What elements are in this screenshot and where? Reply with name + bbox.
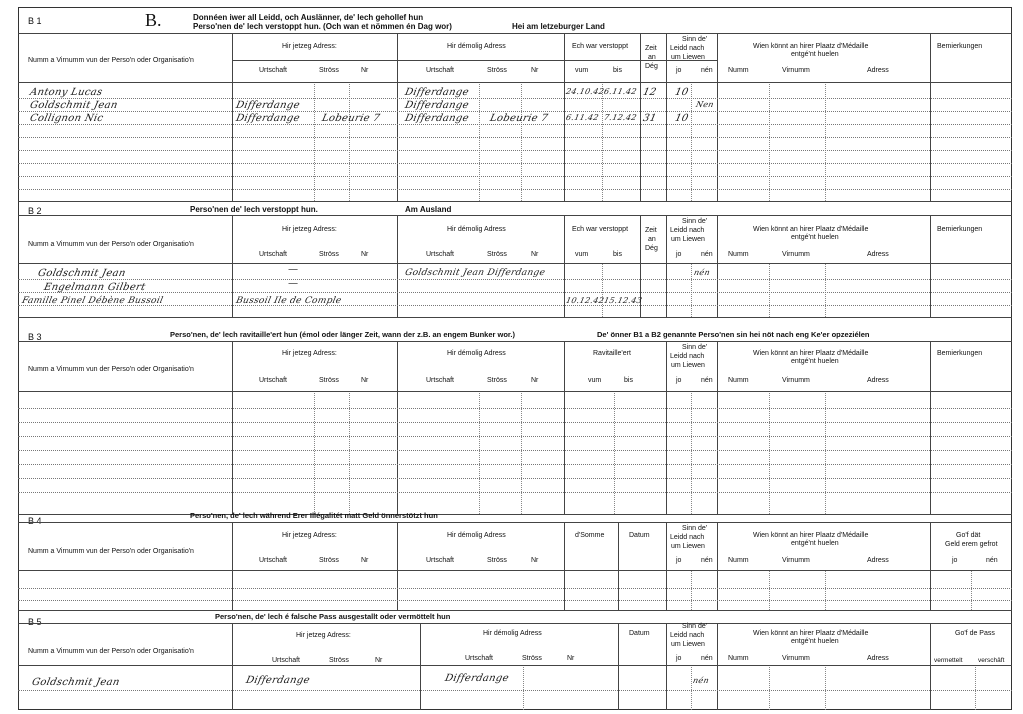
b2-title: Perso'nen de' lech verstoppt hun. <box>190 205 318 214</box>
b5-row-ort1: Differdange <box>244 675 311 686</box>
b5-col-sinn2: Leidd nach <box>670 632 705 639</box>
b2-col-verstoppt: Ech war verstoppt <box>572 226 629 233</box>
b1-row1-name: Antony Lucas <box>28 87 104 98</box>
b2-col-addr-now: Hir jetzeg Adress: <box>282 226 337 233</box>
b3-col-virnumm: Virnumm <box>782 377 810 384</box>
b3-col-nr: Nr <box>361 377 369 384</box>
b4-col-ort: Urtschaft <box>259 557 288 564</box>
b2-col-stross2: Ströss <box>487 251 507 258</box>
section-label-b3: B 3 <box>28 332 42 342</box>
form-title-line2: Perso'nen de' lech verstoppt hun. (Och wan et nömmen én Dag wor) <box>193 22 452 31</box>
b5-col-jo: jo <box>676 655 682 662</box>
b3-col-bis: bis <box>624 377 633 384</box>
col-ort: Urtschaft <box>259 67 288 74</box>
col-numm: Numm <box>728 67 749 74</box>
b5-col-sinn3: um Liewen <box>671 641 705 648</box>
b2-col-jo: jo <box>676 251 682 258</box>
b2-row3-vum: 10.12.42 <box>565 296 605 305</box>
b2-col-ort2: Urtschaft <box>426 251 455 258</box>
b4-col-gof2: Geld erem gefrot <box>945 541 998 548</box>
b4-col-somme: d'Somme <box>575 532 605 539</box>
b1-row3-bis: 7.12.42 <box>603 113 638 122</box>
b5-col-datum: Datum <box>629 630 650 637</box>
b5-col-sinn1: Sinn de' <box>682 623 708 630</box>
b3-col-bemierkungen: Bemierkungen <box>937 350 983 357</box>
b2-col-addr-then: Hir démolig Adress <box>447 226 506 233</box>
form-title-line1: Donnéen iwer all Leidd, och Auslänner, de' lech gehollef hun <box>193 13 424 22</box>
b2-row1-dash: — <box>286 264 300 275</box>
b5-col-addr-then: Hir démolig Adress <box>483 630 542 637</box>
b2-row2-dash: — <box>286 278 300 289</box>
b5-col-medaille2: entgé'nt huelen <box>791 638 839 645</box>
col-stross: Ströss <box>319 67 339 74</box>
b2-col-numm: Numm <box>728 251 749 258</box>
b2-col-sinn3: um Liewen <box>671 236 705 243</box>
b2-col-bemierkungen: Bemierkungen <box>937 226 983 233</box>
b3-col-numm: Numm <box>728 377 749 384</box>
b3-col-ort: Urtschaft <box>259 377 288 384</box>
col-stross2: Ströss <box>487 67 507 74</box>
b2-row1-name: Goldschmit Jean <box>36 268 127 279</box>
b4-col-gof-nen: nén <box>986 557 998 564</box>
b3-col-medaille2: entgé'nt huelen <box>791 358 839 365</box>
col-nr2: Nr <box>531 67 539 74</box>
b4-col-gof-jo: jo <box>952 557 958 564</box>
b4-col-nr2: Nr <box>531 557 539 564</box>
b1-row3-jo: 10 <box>673 113 690 124</box>
b5-col-stross: Ströss <box>329 657 349 664</box>
b4-col-sinn3: um Liewen <box>671 543 705 550</box>
b3-title: Perso'nen, de' lech ravitaille'ert hun (émol oder länger Zeit, wann der z.B. an engem Bunker wor.) <box>170 330 516 339</box>
b4-col-stross2: Ströss <box>487 557 507 564</box>
b3-col-sinn1: Sinn de' <box>682 344 708 351</box>
b1-row3-vum: 6.11.42 <box>565 113 600 122</box>
b2-row3-bis: 15.12.43 <box>603 296 643 305</box>
b3-col-sinn2: Leidd nach <box>670 353 705 360</box>
col-nr: Nr <box>361 67 369 74</box>
col-vum: vum <box>575 67 589 74</box>
b2-col-stross: Ströss <box>319 251 339 258</box>
b1-row3-str1: Lobeurie 7 <box>320 113 382 124</box>
b3-title-right: De' önner B1 a B2 genannte Perso'nen sin hei nöt nach eng Ke'er opzeziélen <box>597 330 870 339</box>
b5-col-stross2: Ströss <box>522 655 542 662</box>
b5-row-ort2: Differdange <box>443 673 510 684</box>
b4-col-addr-now: Hir jetzeg Adress: <box>282 532 337 539</box>
b3-col-addr-then: Hir démolig Adress <box>447 350 506 357</box>
col-verstoppt: Ech war verstoppt <box>572 43 629 50</box>
col-adress: Adress <box>867 67 889 74</box>
b2-col-sinn1: Sinn de' <box>682 218 708 225</box>
b5-col-ort: Urtschaft <box>272 657 301 664</box>
b1-row2-nen: Nen <box>695 100 715 109</box>
b5-col-nr: Nr <box>375 657 383 664</box>
col-sinn3: um Liewen <box>671 54 705 61</box>
b5-title: Perso'nen, de' lech é falsche Pass ausgestallt oder vermöttelt hun <box>215 612 451 621</box>
col-addr-then: Hir démolig Adress <box>447 43 506 50</box>
col-addr-now: Hir jetzeg Adress: <box>282 43 337 50</box>
form-title-line2b: Hei am letzeburger Land <box>512 22 605 31</box>
b2-col-zeit: Zeit <box>645 227 657 234</box>
b5-col-nen: nén <box>701 655 713 662</box>
b1-row3-deg: 31 <box>641 113 658 124</box>
b5-col-nr2: Nr <box>567 655 575 662</box>
b1-row1-vum: 24.10.42 <box>565 87 605 96</box>
b2-title-right: Am Ausland <box>405 205 452 214</box>
b2-row1-then: Goldschmit Jean Differdange <box>403 268 547 278</box>
b3-col-adress: Adress <box>867 377 889 384</box>
b4-col-stross: Ströss <box>319 557 339 564</box>
b2-row2-name: Engelmann Gilbert <box>42 282 147 293</box>
b3-col-addr-now: Hir jetzeg Adress: <box>282 350 337 357</box>
b1-row1-jo: 10 <box>673 87 690 98</box>
b2-row3-now: Bussoil Ile de Comple <box>234 296 343 306</box>
b1-row1-bis: 6.11.42 <box>603 87 638 96</box>
b3-col-ort2: Urtschaft <box>426 377 455 384</box>
b3-col-sinn3: um Liewen <box>671 362 705 369</box>
b3-col-jo: jo <box>676 377 682 384</box>
b2-col-adress: Adress <box>867 251 889 258</box>
b2-col-nr: Nr <box>361 251 369 258</box>
b2-row1-nen: nén <box>693 268 711 277</box>
b2-col-name: Numm a Virnumm vun der Perso'n oder Organisatio'n <box>28 241 194 248</box>
b4-col-addr-then: Hir démolig Adress <box>447 532 506 539</box>
b1-row3-str2: Lobeurie 7 <box>488 113 550 124</box>
col-an: an <box>648 54 656 61</box>
b5-col-medaille1: Wien könnt an hirer Plaatz d'Médaille <box>753 630 869 637</box>
b4-col-nr: Nr <box>361 557 369 564</box>
b5-col-verschaft: verschâft <box>978 657 1005 664</box>
b5-col-numm: Numm <box>728 655 749 662</box>
b3-col-nen: nén <box>701 377 713 384</box>
b3-col-ravitailleert: Ravitaille'ert <box>593 350 631 357</box>
b4-col-datum: Datum <box>629 532 650 539</box>
section-label-b2: B 2 <box>28 206 42 216</box>
b2-col-medaille2: entgé'nt huelen <box>791 234 839 241</box>
b2-col-ort: Urtschaft <box>259 251 288 258</box>
b1-row2-ort1: Differdange <box>234 100 301 111</box>
col-virnumm: Virnumm <box>782 67 810 74</box>
col-sinn1: Sinn de' <box>682 36 708 43</box>
b3-col-name: Numm a Virnumm vun der Perso'n oder Organisatio'n <box>28 366 194 373</box>
b4-col-virnumm: Virnumm <box>782 557 810 564</box>
b4-col-sinn2: Leidd nach <box>670 534 705 541</box>
b4-col-sinn1: Sinn de' <box>682 525 708 532</box>
b1-row2-name: Goldschmit Jean <box>28 100 119 111</box>
b2-col-an: an <box>648 236 656 243</box>
col-nen: nén <box>701 67 713 74</box>
b1-row1-ort2: Differdange <box>403 87 470 98</box>
b5-col-gofpass: Go'f de Pass <box>955 630 995 637</box>
b4-col-medaille1: Wien könnt an hirer Plaatz d'Médaille <box>753 532 869 539</box>
form-letter: B. <box>145 10 162 30</box>
b5-row-name: Goldschmit Jean <box>30 677 121 688</box>
section-label-b1: B 1 <box>28 16 42 26</box>
b4-col-gof1: Go'f dät <box>956 532 981 539</box>
col-bemierkungen: Bemierkungen <box>937 43 983 50</box>
b5-col-ort2: Urtschaft <box>465 655 494 662</box>
b5-col-addr-now: Hir jetzeg Adress: <box>296 632 351 639</box>
b2-col-medaille1: Wien könnt an hirer Plaatz d'Médaille <box>753 226 869 233</box>
b2-col-nr2: Nr <box>531 251 539 258</box>
b1-row3-name: Collignon Nic <box>28 113 105 124</box>
b2-col-bis: bis <box>613 251 622 258</box>
b1-row2-ort2: Differdange <box>403 100 470 111</box>
col-medaille1: Wien könnt an hirer Plaatz d'Médaille <box>753 43 869 50</box>
b4-col-numm: Numm <box>728 557 749 564</box>
b4-col-name: Numm a Virnumm vun der Perso'n oder Organisatio'n <box>28 548 194 555</box>
b4-col-ort2: Urtschaft <box>426 557 455 564</box>
col-jo: jo <box>676 67 682 74</box>
b1-row1-deg: 12 <box>641 87 658 98</box>
col-sinn2: Leidd nach <box>670 45 705 52</box>
col-ort2: Urtschaft <box>426 67 455 74</box>
b5-col-adress: Adress <box>867 655 889 662</box>
b3-col-stross2: Ströss <box>487 377 507 384</box>
b2-col-nen: nén <box>701 251 713 258</box>
b5-col-vermettelt: vermettelt <box>934 657 963 664</box>
section-label-b5: B 5 <box>28 617 42 627</box>
b5-col-virnumm: Virnumm <box>782 655 810 662</box>
b4-col-nen: nén <box>701 557 713 564</box>
b1-row3-ort1: Differdange <box>234 113 301 124</box>
b2-col-virnumm: Virnumm <box>782 251 810 258</box>
b3-col-vum: vum <box>588 377 602 384</box>
section-label-b4: B 4 <box>28 516 42 526</box>
b3-col-stross: Ströss <box>319 377 339 384</box>
b4-col-jo: jo <box>676 557 682 564</box>
col-bis: bis <box>613 67 622 74</box>
b2-col-vum: vum <box>575 251 589 258</box>
b2-col-sinn2: Leidd nach <box>670 227 705 234</box>
b4-col-adress: Adress <box>867 557 889 564</box>
b2-row3-name: Famille Pinel Débène Bussoil <box>20 296 165 306</box>
b5-col-name: Numm a Virnumm vun der Perso'n oder Organisatio'n <box>28 648 194 655</box>
b3-col-nr2: Nr <box>531 377 539 384</box>
b5-row-nen: nén <box>692 676 710 685</box>
b4-col-medaille2: entgé'nt huelen <box>791 540 839 547</box>
col-medaille2: entgé'nt huelen <box>791 51 839 58</box>
b3-col-medaille1: Wien könnt an hirer Plaatz d'Médaille <box>753 350 869 357</box>
b4-title: Perso'nen, de' lech während Erer Illégalitét matt Geld önnerstötzt hun <box>190 511 438 520</box>
col-name: Numm a Virnumm vun der Perso'n oder Organisatio'n <box>28 57 194 64</box>
b1-row3-ort2: Differdange <box>403 113 470 124</box>
col-zeit: Zeit <box>645 45 657 52</box>
col-deg: Dég <box>645 63 658 70</box>
b2-col-deg: Dég <box>645 245 658 252</box>
